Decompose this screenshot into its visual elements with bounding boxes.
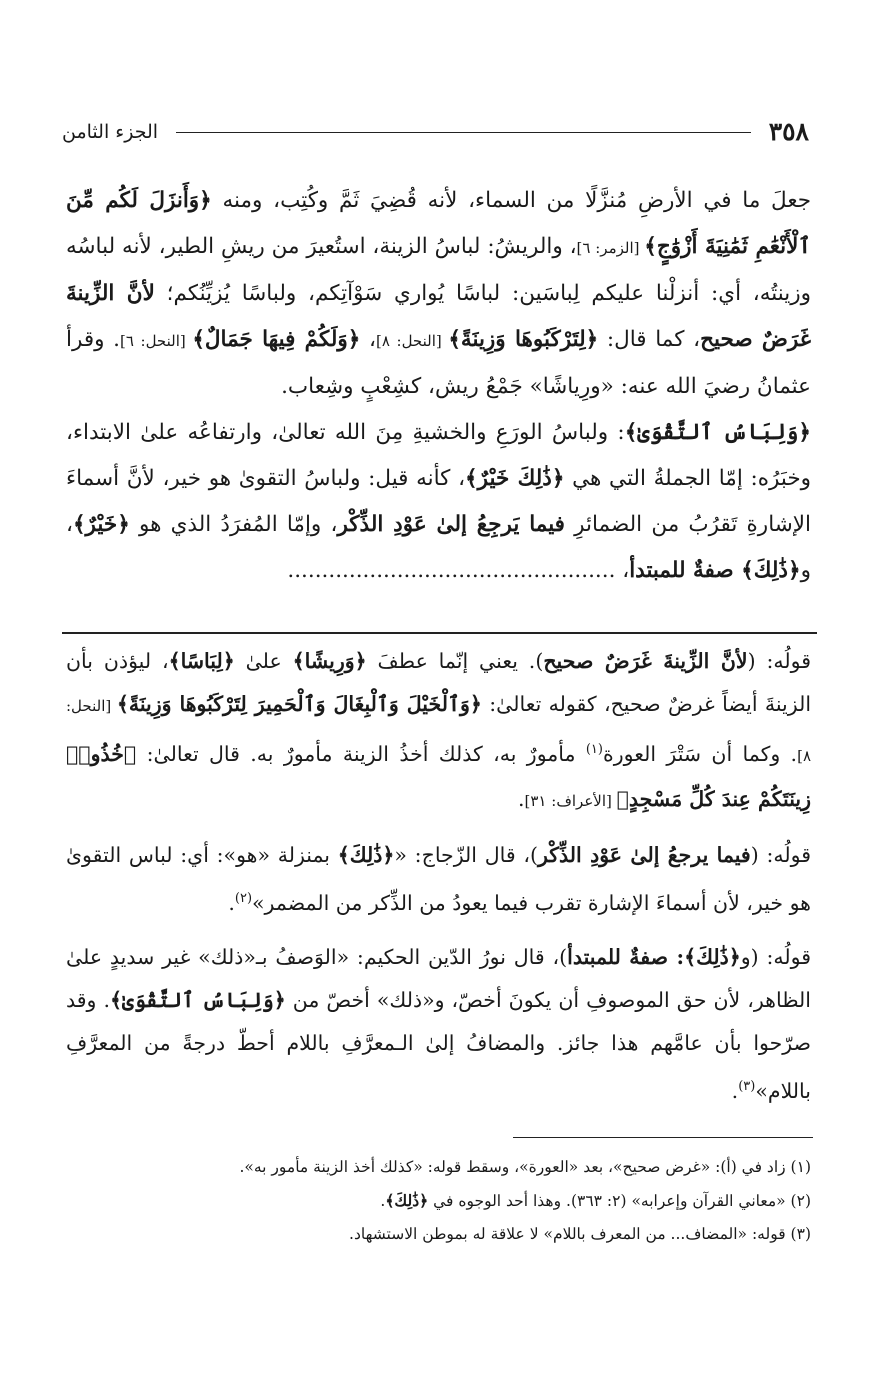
bold-phrase: فيما يرجعُ إلىٰ عَوْدِ الذِّكْر	[537, 842, 751, 867]
text-run: جعلَ ما في الأرضِ مُنزَّلًا من السماء، لأنه قُضِيَ ثَمَّ وكُتِب، ومنه	[211, 188, 811, 213]
commentary-paragraph	[66, 640, 811, 823]
text-run: . وكما أن سَتْرَ العورة	[602, 741, 798, 766]
text-run: )، قال نورُ الدّين الحكيم: «الوَصفُ بـ«ذلك» غير سديدٍ علىٰ الظاهر، لأن حق الموصوفِ أن يكونَ أخصّ، و«ذلك» أخصّ من	[66, 944, 811, 1012]
bold-phrase: : صفةٌ للمبتدأ	[567, 944, 685, 969]
quran-quote: ﴿وَأَنزَلَ لَكُم مِّنَ ٱلْأَنْعَٰمِ ثَمَٰنِيَةَ أَزْوَٰجٍ﴾	[66, 188, 811, 259]
page-number: ٣٥٨	[768, 117, 809, 146]
verse-reference: [الزمر: ٦]	[576, 239, 645, 257]
text-run: .	[517, 786, 525, 811]
verse-reference: [النحل: ٨]	[66, 697, 811, 765]
commentary-text	[66, 640, 811, 1123]
text-run: ، كما قال:	[598, 327, 701, 352]
ellipsis-dots: ................................................	[287, 558, 616, 583]
quran-quote: ﴿ذَٰلِكَ﴾	[741, 558, 801, 583]
text-run: . وقرأ عثمانُ رضيَ الله عنه: «ورِياشًا» جَمْعُ ريش، كشِعْبٍ وشِعاب.	[66, 327, 811, 399]
page-header	[62, 114, 809, 150]
quran-quote: ﴿ذَٰلِكَ﴾	[337, 842, 395, 867]
text-run: ،	[615, 558, 630, 583]
footnote	[66, 1151, 811, 1184]
commentary-paragraph	[66, 834, 811, 925]
text-run: ، والريشُ: لباسُ الزينة، استُعيرَ من ريشِ الطير، لأنه لباسُه وزينتُه، أي: أنزلْنا عليكم لِباسَين: لباسًا يُواري سَوْآتِكم، ولباسًا يُزيِّنُكم؛	[66, 234, 811, 306]
quran-quote: ﴿وَلِبَاسُ ٱلتَّقْوَىٰ﴾	[110, 987, 286, 1012]
quran-quote: ﴿ذَٰلِكَ﴾	[385, 1191, 429, 1210]
verse-reference: [النحل: ٨]	[376, 332, 449, 350]
text-run: .	[380, 1192, 386, 1210]
bold-phrase: لأنَّ الزِّينةَ غَرَضٌ صحيح	[66, 281, 811, 352]
quran-quote: ﴿خَيْرٌ﴾	[72, 512, 130, 537]
text-run: ، و	[66, 512, 811, 583]
main-paragraph	[66, 178, 811, 410]
footnote	[66, 1218, 811, 1251]
text-run: .	[228, 890, 235, 915]
text-run: ). يعني إنّما عطفَ	[366, 649, 544, 673]
footnote-marker: (٢)	[234, 890, 253, 906]
text-commentary-separator	[62, 632, 817, 634]
footnote-marker: (١)	[585, 742, 603, 757]
main-text	[66, 178, 811, 594]
bold-phrase: فيما يَرجِعُ إلىٰ عَوْدِ الذِّكْر	[337, 512, 565, 537]
footnote-rule	[513, 1137, 813, 1138]
footnotes	[66, 1151, 811, 1251]
text-run: ،	[360, 327, 376, 352]
text-run: (١) زاد في (أ): «غرض صحيح»، بعد «العورة»، وسقط قوله: «كذلك أخذ الزينة مأمور به».	[239, 1158, 811, 1176]
text-run: . وقد صرّحوا بأن عامَّهم هذا جائز. والمضافُ إلىٰ الـمعرَّفِ باللام أحطّ درجةً من المعرَّفِ باللام»	[66, 987, 811, 1103]
header-rule	[176, 132, 751, 133]
text-run: مأمورٌ به، كذلك أخذُ الزينة مأمورٌ به. قال تعالىٰ:	[136, 741, 586, 766]
quran-quote: ﴿لِبَاسًا﴾	[168, 649, 235, 673]
text-run: (٢) «معاني القرآن وإعرابه» (٢: ٣٦٣). وهذا أحد الوجوه في	[428, 1192, 811, 1210]
text-run: .	[731, 1078, 739, 1103]
text-run: ، كأنه قيل: ولباسُ التقوىٰ هو خير، لأنَّ أسماءَ الإشارةِ تَقرُبُ من الضمائرِ	[66, 466, 811, 537]
bold-phrase: صفةٌ للمبتدأ	[629, 558, 742, 583]
text-run: علىٰ	[234, 649, 293, 673]
quran-quote: ﴿وَلَكُمْ فِيهَا جَمَالٌ﴾	[192, 327, 361, 352]
text-run: قولُه: (	[750, 842, 811, 867]
bold-phrase: لأنَّ الزِّينةَ غَرَضٌ صحيح	[543, 649, 748, 673]
volume-title: الجزء الثامن	[62, 121, 159, 143]
quran-quote: ﴿وَرِيشًا﴾	[292, 649, 367, 673]
text-run: : ولباسُ الورَعِ والخشيةِ مِنَ الله تعالىٰ، وارتفاعُه علىٰ الابتداء، وخبَرُه: إمّا الجملةُ التي هي	[66, 420, 811, 491]
quran-quote: ﴿ذَٰلِكَ﴾	[684, 944, 741, 969]
text-run: قولُه: (و	[740, 944, 811, 969]
text-run: (٣) قوله: «المضاف... من المعرف باللام» لا علاقة له بموطن الاستشهاد.	[349, 1225, 811, 1243]
quran-quote: ﴿ذَٰلِكَ خَيْرٌ﴾	[465, 466, 565, 491]
commentary-paragraph	[66, 936, 811, 1113]
text-run: قولُه: (	[747, 649, 812, 673]
footnote	[66, 1184, 811, 1218]
footnote-marker: (٣)	[738, 1078, 756, 1094]
text-run: ، وإمّا المُفرَدُ الذي هو	[129, 512, 338, 537]
quran-quote: ﴿وَلِبَاسُ ٱلتَّقْوَىٰ﴾	[624, 420, 811, 445]
quran-quote: ﴿وَٱلْخَيْلَ وَٱلْبِغَالَ وَٱلْحَمِيرَ لِتَرْكَبُوهَا وَزِينَةً﴾	[116, 692, 482, 716]
text-run: بمنزلة «هو»: أي: لباس التقوىٰ هو خير، لأن أسماءَ الإشارة تقرب فيما يعودُ من الذِّكر من المضمر»	[66, 842, 811, 915]
main-paragraph	[66, 410, 811, 594]
verse-reference: [النحل: ٦]	[120, 332, 193, 350]
verse-reference: [الأعراف: ٣١]	[524, 791, 617, 810]
text-run: )، قال الزّجاج: «	[394, 842, 538, 867]
quran-quote: ﴿لِتَرْكَبُوهَا وَزِينَةً﴾	[448, 327, 599, 352]
text-run: ، ليؤذن بأن الزينةَ أيضاً غرضٌ صحيح، كقوله تعالىٰ:	[66, 649, 812, 716]
quran-quote: ﴿خُذُوا۟ زِينَتَكُمْ عِندَ كُلِّ مَسْجِدٍ﴾	[66, 741, 811, 811]
